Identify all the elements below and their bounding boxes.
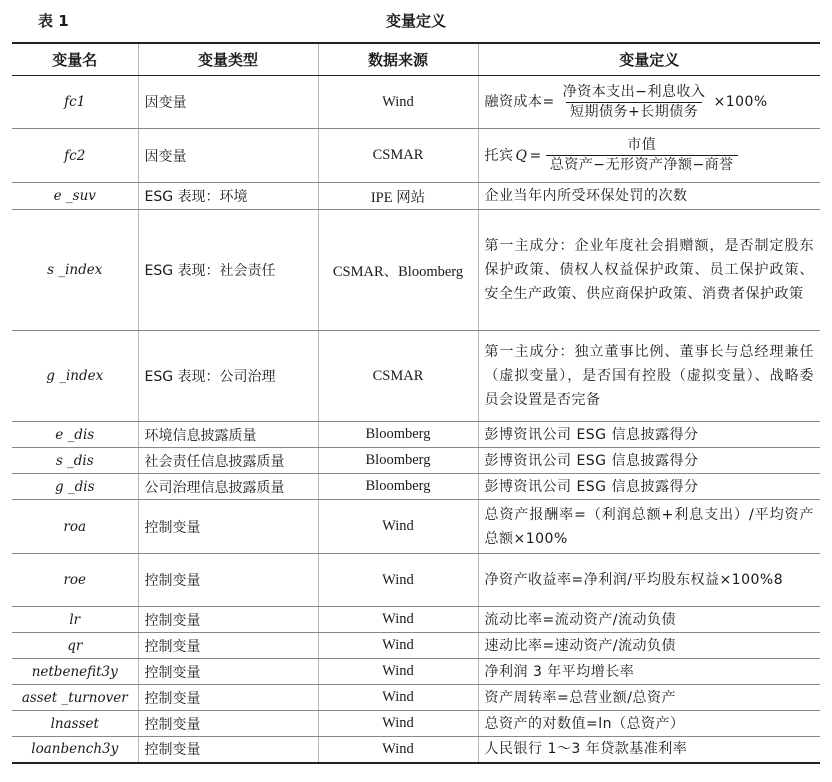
- variable-name: g _dis: [12, 474, 138, 500]
- variable-type: 控制变量: [138, 685, 318, 711]
- variable-name: lr: [12, 607, 138, 633]
- variable-definition: 资产周转率=总营业额/总资产: [478, 685, 820, 711]
- data-source: Wind: [318, 711, 478, 737]
- variable-definition: 彭博资讯公司 ESG 信息披露得分: [478, 448, 820, 474]
- variable-definition: 彭博资讯公司 ESG 信息披露得分: [478, 474, 820, 500]
- header-row: [12, 43, 820, 76]
- variable-definition: 总资产的对数值=ln（总资产）: [478, 711, 820, 737]
- formula-suffix: ×100%: [713, 94, 768, 110]
- table-row: [12, 129, 820, 183]
- table-row: [12, 711, 820, 737]
- variable-definition: 人民银行 1～3 年贷款基准利率: [478, 737, 820, 763]
- variable-name: asset _turnover: [12, 685, 138, 711]
- variable-type: ESG 表现：环境: [138, 183, 318, 210]
- variable-definition: 总资产报酬率=（利润总额+利息支出）/平均资产总额×100%: [478, 500, 820, 554]
- variable-definition: 第一主成分：企业年度社会捐赠额，是否制定股东保护政策、债权人权益保护政策、员工保护政策、安全生产政策、供应商保护政策、消费者保护政策: [478, 210, 820, 331]
- variable-type: 控制变量: [138, 711, 318, 737]
- variable-name: e _suv: [12, 183, 138, 210]
- variable-definition: 速动比率=速动资产/流动负债: [478, 633, 820, 659]
- table-row: [12, 685, 820, 711]
- variable-definition: 企业当年内所受环保处罚的次数: [478, 183, 820, 210]
- variable-name: loanbench3y: [12, 737, 138, 763]
- table-row: [12, 422, 820, 448]
- variable-type: 因变量: [138, 76, 318, 129]
- data-source: Wind: [318, 633, 478, 659]
- table-row: [12, 76, 820, 129]
- fraction: [546, 136, 738, 175]
- table-row: [12, 633, 820, 659]
- variable-name: s _index: [12, 210, 138, 331]
- header-data-source: 数据来源: [318, 43, 478, 76]
- table-row: [12, 474, 820, 500]
- formula-prefix: 托宾: [484, 147, 514, 164]
- variable-type: 控制变量: [138, 659, 318, 685]
- variable-definition: [478, 76, 820, 129]
- table-row: [12, 737, 820, 763]
- formula-prefix: 融资成本=: [484, 94, 555, 110]
- formula: [485, 83, 815, 122]
- data-source: Wind: [318, 607, 478, 633]
- table-title: 变量定义: [385, 12, 446, 30]
- variable-type: 控制变量: [138, 737, 318, 763]
- table-row: [12, 331, 820, 422]
- variable-type: 控制变量: [138, 554, 318, 607]
- variable-type: 控制变量: [138, 633, 318, 659]
- data-source: CSMAR: [318, 129, 478, 183]
- data-source: Bloomberg: [318, 448, 478, 474]
- variable-name: lnasset: [12, 711, 138, 737]
- fraction-denominator: 总资产−无形资产净额−商誉: [546, 155, 738, 175]
- fraction: [559, 83, 710, 122]
- table-row: [12, 210, 820, 331]
- variable-definition: [478, 129, 820, 183]
- variable-definition: 流动比率=流动资产/流动负债: [478, 607, 820, 633]
- data-source: Bloomberg: [318, 422, 478, 448]
- variable-definition-table: [12, 42, 820, 764]
- data-source: Wind: [318, 76, 478, 129]
- formula-equals: =: [529, 147, 542, 164]
- variable-type: 控制变量: [138, 500, 318, 554]
- data-source: CSMAR: [318, 331, 478, 422]
- data-source: Wind: [318, 554, 478, 607]
- variable-name: g _index: [12, 331, 138, 422]
- variable-name: fc2: [12, 129, 138, 183]
- variable-definition: 净利润 3 年平均增长率: [478, 659, 820, 685]
- variable-type: 社会责任信息披露质量: [138, 448, 318, 474]
- fraction-denominator: 短期债务+长期债务: [566, 102, 702, 122]
- table-caption: [0, 0, 832, 38]
- data-source: Bloomberg: [318, 474, 478, 500]
- table-row: [12, 500, 820, 554]
- variable-type: ESG 表现：社会责任: [138, 210, 318, 331]
- table-number: 表 1: [38, 12, 69, 30]
- header-variable-definition: 变量定义: [478, 43, 820, 76]
- variable-name: roa: [12, 500, 138, 554]
- variable-type: 公司治理信息披露质量: [138, 474, 318, 500]
- table-row: [12, 183, 820, 210]
- table-row: [12, 554, 820, 607]
- data-source: Wind: [318, 737, 478, 763]
- header-variable-name: 变量名: [12, 43, 138, 76]
- formula-q-symbol: Q: [515, 147, 528, 164]
- data-source: CSMAR、Bloomberg: [318, 210, 478, 331]
- variable-definition: 净资产收益率=净利润/平均股东权益×100%8: [478, 554, 820, 607]
- data-source: Wind: [318, 685, 478, 711]
- variable-name: roe: [12, 554, 138, 607]
- variable-name: netbenefit3y: [12, 659, 138, 685]
- table-row: [12, 659, 820, 685]
- data-source: Wind: [318, 500, 478, 554]
- variable-type: ESG 表现：公司治理: [138, 331, 318, 422]
- variable-name: s _dis: [12, 448, 138, 474]
- variable-name: fc1: [12, 76, 138, 129]
- table-row: [12, 448, 820, 474]
- variable-definition: 第一主成分：独立董事比例、董事长与总经理兼任（虚拟变量），是否国有控股（虚拟变量）、战略委员会设置是否完备: [478, 331, 820, 422]
- formula: [485, 136, 815, 175]
- variable-definition: 彭博资讯公司 ESG 信息披露得分: [478, 422, 820, 448]
- variable-name: qr: [12, 633, 138, 659]
- fraction-numerator: 净资本支出−利息收入: [562, 83, 706, 100]
- table-row: [12, 607, 820, 633]
- variable-type: 控制变量: [138, 607, 318, 633]
- header-variable-type: 变量类型: [138, 43, 318, 76]
- variable-name: e _dis: [12, 422, 138, 448]
- fraction-numerator: 市值: [627, 137, 657, 153]
- data-source: IPE 网站: [318, 183, 478, 210]
- variable-type: 环境信息披露质量: [138, 422, 318, 448]
- data-source: Wind: [318, 659, 478, 685]
- variable-type: 因变量: [138, 129, 318, 183]
